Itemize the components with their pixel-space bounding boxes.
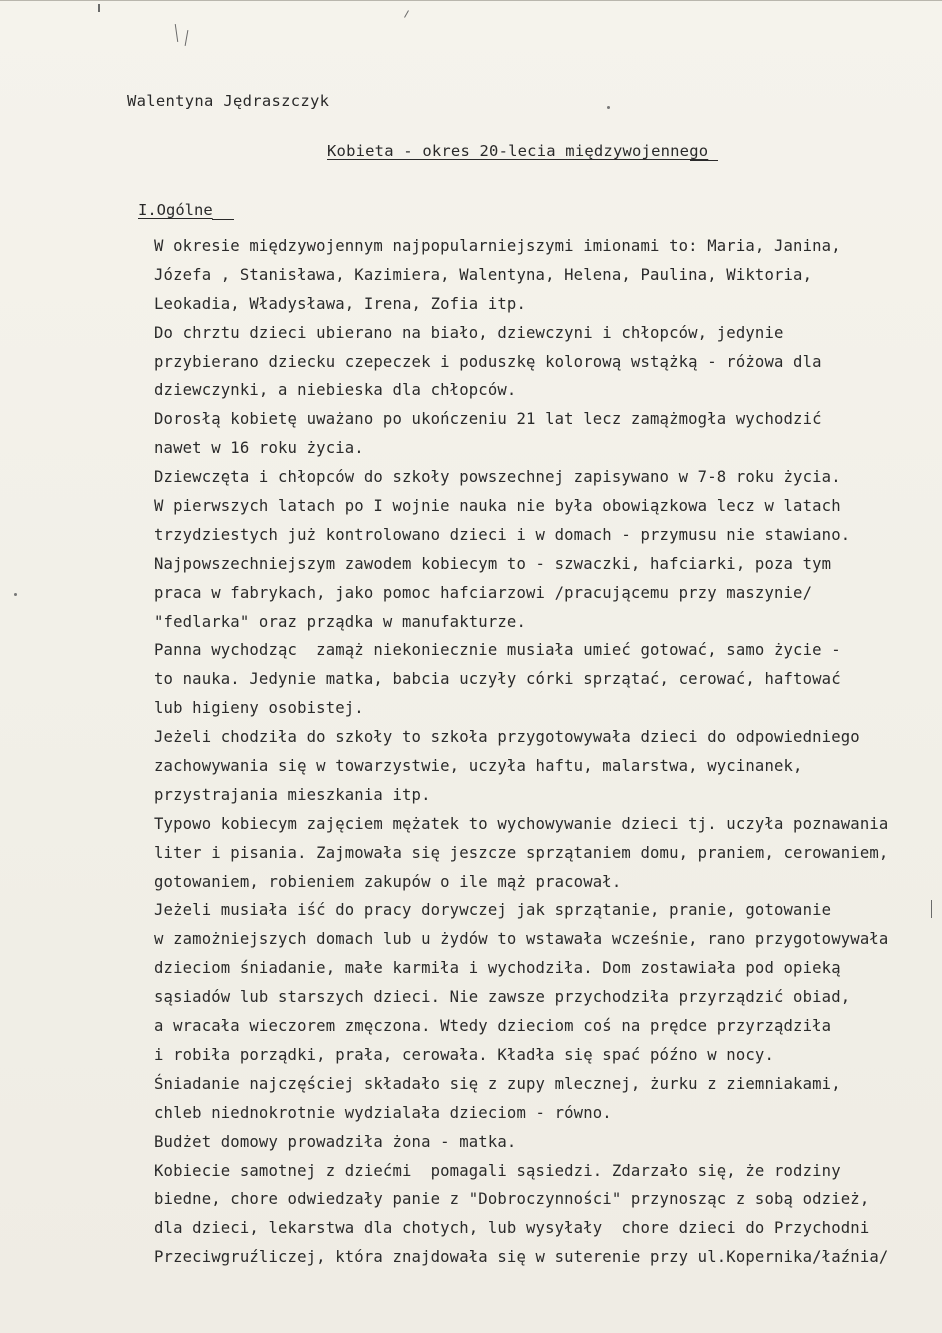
text-line: liter i pisania. Zajmowała się jeszcze sprzątaniem domu, praniem, cerowaniem, (154, 843, 889, 862)
text-line: Typowo kobiecym zajęciem mężatek to wychowywanie dzieci tj. uczyła poznawania (154, 814, 889, 833)
text-line: Panna wychodząc zamąż niekoniecznie musiała umieć gotować, samo życie - (154, 641, 841, 660)
text-line: W okresie międzywojennym najpopularniejszymi imionami to: Maria, Janina, (154, 237, 841, 255)
text-line: Do chrztu dzieci ubierano na biało, dziewczyni i chłopców, jedynie (154, 323, 784, 342)
title-underline-extension (690, 160, 718, 161)
text-line: nawet w 16 roku życia. (154, 439, 364, 458)
text-line: przybierano dziecku czepeczek i poduszkę kolorową wstążką - różowa dla (154, 352, 822, 371)
text-line: w zamożniejszych domach lub u żydów to wstawała wcześnie, rano przygotowywała (154, 930, 889, 949)
text-line: Najpowszechniejszym zawodem kobiecym to - szwaczki, hafciarki, poza tym (154, 554, 832, 573)
text-line: Jeżeli chodziła do szkoły to szkoła przygotowywała dzieci do odpowiedniego (154, 728, 860, 747)
text-line: Józefa , Stanisława, Kazimiera, Walentyna, Helena, Paulina, Wiktoria, (154, 265, 813, 284)
text-line: dzieciom śniadanie, małe karmiła i wychodziła. Dom zostawiała pod opieką (154, 959, 841, 978)
text-line: Budżet domowy prowadziła żona - matka. (154, 1132, 517, 1151)
edge-mark (931, 900, 932, 918)
text-line: to nauka. Jedynie matka, babcia uczyły córki sprzątać, cerować, haftować (154, 670, 841, 689)
punch-mark (175, 24, 178, 42)
text-line: trzydziestych już kontrolowano dzieci i w domach - przymusu nie stawiano. (154, 525, 851, 544)
top-edge-line (0, 0, 942, 1)
text-line: lub higieny osobistej. (154, 699, 364, 718)
text-line: sąsiadów lub starszych dzieci. Nie zawsze przychodziła przyrządzić obiad, (154, 988, 851, 1007)
punch-mark (185, 30, 189, 46)
text-line: dziewczynki, a niebieska dla chłopców. (154, 381, 517, 400)
text-line: i robiła porządki, prała, cerowała. Kładła się spać późno w nocy. (154, 1045, 774, 1064)
text-line: Jeżeli musiała iść do pracy dorywczej jak sprzątanie, pranie, gotowanie (154, 901, 832, 920)
text-line: praca w fabrykach, jako pomoc hafciarzowi /pracującemu przy maszynie/ (154, 583, 813, 602)
text-line: chleb niednokrotnie wydzialała dzieciom - równo. (154, 1103, 612, 1122)
text-line: dla dzieci, lekarstwa dla chotych, lub wysyłały chore dzieci do Przychodni (154, 1219, 870, 1238)
text-line: gotowaniem, robieniem zakupów o ile mąż pracował. (154, 872, 622, 891)
staple-mark (98, 4, 100, 12)
ink-dot (607, 106, 610, 109)
text-line: Dorosłą kobietę uważano po ukończeniu 21 lat lecz zamążmogła wychodzić (154, 410, 822, 429)
text-line: przystrajania mieszkania itp. (154, 785, 431, 804)
section-heading: I.Ogólne (138, 201, 213, 219)
body-text (154, 232, 914, 1272)
text-line: "fedlarka" oraz prządka w manufakturze. (154, 612, 526, 631)
ink-dot (14, 593, 17, 596)
text-line: Dziewczęta i chłopców do szkoły powszechnej zapisywano w 7-8 roku życia. (154, 468, 841, 487)
text-line: a wracała wieczorem zmęczona. Wtedy dzieciom coś na prędce przyrządziła (154, 1017, 832, 1036)
author-name: Walentyna Jędraszczyk (127, 92, 330, 110)
text-line: Leokadia, Władysława, Irena, Zofia itp. (154, 294, 526, 313)
corner-mark (404, 10, 409, 17)
document-title: Kobieta - okres 20-lecia międzywojennego (327, 142, 709, 160)
text-line: W pierwszych latach po I wojnie nauka nie była obowiązkowa lecz w latach (154, 497, 841, 516)
text-line: Śniadanie najczęściej składało się z zupy mlecznej, żurku z ziemniakami, (154, 1074, 841, 1093)
text-line: Przeciwgruźliczej, która znajdowała się w suterenie przy ul.Kopernika/łaźnia/ (154, 1248, 889, 1267)
text-line: biedne, chore odwiedzały panie z "Dobroczynności" przynosząc z sobą odzież, (154, 1190, 870, 1209)
section-underline-extension (212, 219, 234, 220)
text-line: Kobiecie samotnej z dziećmi pomagali sąsiedzi. Zdarzało się, że rodziny (154, 1161, 841, 1180)
text-line: zachowywania się w towarzystwie, uczyła haftu, malarstwa, wycinanek, (154, 757, 803, 776)
